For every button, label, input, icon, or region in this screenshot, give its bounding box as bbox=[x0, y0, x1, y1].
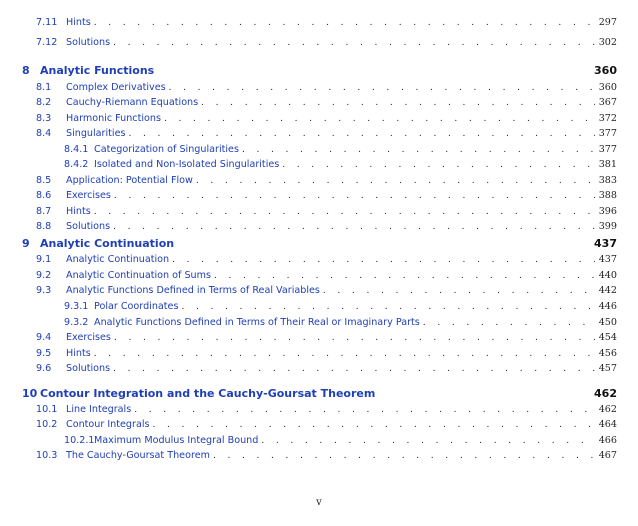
toc-entry-number: 9.3.1 bbox=[64, 301, 89, 312]
toc-entry-number: 9.3 bbox=[36, 285, 52, 296]
toc-entry-number: 9.4 bbox=[36, 332, 52, 343]
toc-entry-page: 457 bbox=[598, 363, 617, 374]
page-number-footer: v bbox=[316, 497, 322, 508]
toc-chapter-entry[interactable] bbox=[22, 237, 617, 250]
toc-entry-number: 7.12 bbox=[36, 37, 58, 48]
toc-entry-page: 464 bbox=[598, 419, 617, 430]
toc-entry-number: 8.1 bbox=[36, 82, 52, 93]
toc-dot-leader bbox=[282, 160, 594, 170]
toc-dot-leader bbox=[196, 176, 595, 186]
toc-section-entry[interactable] bbox=[36, 332, 617, 343]
toc-entry-number: 9 bbox=[22, 237, 30, 250]
toc-subsection-entry[interactable] bbox=[64, 317, 617, 328]
toc-dot-leader bbox=[113, 38, 595, 48]
toc-entry-number: 8.5 bbox=[36, 175, 52, 186]
toc-entry-page: 467 bbox=[598, 450, 617, 461]
toc-section-entry[interactable] bbox=[36, 175, 617, 186]
toc-dot-leader bbox=[169, 83, 595, 93]
toc-entry-page: 297 bbox=[598, 17, 617, 28]
toc-dot-leader bbox=[94, 207, 595, 217]
toc-entry-number: 8 bbox=[22, 64, 30, 77]
toc-dot-leader bbox=[423, 318, 595, 328]
toc-section-entry[interactable] bbox=[36, 113, 617, 124]
toc-entry-title[interactable]: Complex Derivatives bbox=[66, 82, 166, 93]
toc-entry-page: 377 bbox=[598, 128, 617, 139]
toc-entry-page: 442 bbox=[598, 285, 617, 296]
toc-section-entry[interactable] bbox=[36, 419, 617, 430]
toc-entry-number: 10.2 bbox=[36, 419, 58, 430]
toc-entry-title[interactable]: Solutions bbox=[66, 37, 111, 48]
toc-entry-number: 8.8 bbox=[36, 221, 52, 232]
toc-entry-title[interactable]: Hints bbox=[66, 348, 91, 359]
toc-entry-page: 302 bbox=[598, 37, 617, 48]
toc-dot-leader bbox=[113, 364, 595, 374]
toc-entry-page: 462 bbox=[598, 404, 617, 415]
toc-subsection-entry[interactable] bbox=[64, 435, 617, 446]
toc-entry-page: 440 bbox=[598, 270, 617, 281]
toc-entry-title[interactable]: Analytic Continuation bbox=[40, 237, 175, 250]
toc-entry-title[interactable]: Analytic Continuation bbox=[66, 254, 170, 265]
toc-dot-leader bbox=[242, 145, 595, 155]
toc-entry-page: 388 bbox=[598, 190, 617, 201]
toc-dot-leader bbox=[114, 191, 595, 201]
toc-dot-leader bbox=[114, 333, 595, 343]
toc-entry-title[interactable]: Singularities bbox=[66, 128, 126, 139]
toc-entry-title[interactable]: Analytic Continuation of Sums bbox=[66, 270, 211, 281]
toc-dot-leader bbox=[113, 222, 595, 232]
toc-dot-leader bbox=[214, 271, 595, 281]
toc-entry-number: 10.1 bbox=[36, 404, 58, 415]
toc-section-entry[interactable] bbox=[36, 17, 617, 28]
toc-entry-number: 9.3.2 bbox=[64, 317, 89, 328]
toc-entry-number: 7.11 bbox=[36, 17, 58, 28]
toc-entry-page: 446 bbox=[598, 301, 617, 312]
toc-section-entry[interactable] bbox=[36, 450, 617, 461]
toc-entry-page: 437 bbox=[598, 254, 617, 265]
toc-dot-leader bbox=[172, 255, 595, 265]
toc-subsection-entry[interactable] bbox=[64, 301, 617, 312]
toc-entry-title[interactable]: Harmonic Functions bbox=[66, 113, 161, 124]
toc-entry-title[interactable]: Analytic Functions Defined in Terms of Their Real or Imaginary Parts bbox=[94, 317, 420, 328]
toc-subsection-entry[interactable] bbox=[64, 159, 617, 170]
toc-entry-page: 377 bbox=[598, 144, 617, 155]
toc-entry-title[interactable]: Maximum Modulus Integral Bound bbox=[94, 435, 259, 446]
toc-dot-leader bbox=[213, 451, 595, 461]
toc-entry-title[interactable]: The Cauchy-Goursat Theorem bbox=[66, 450, 210, 461]
toc-section-entry[interactable] bbox=[36, 82, 617, 93]
toc-entry-title[interactable]: Contour Integration and the Cauchy-Goursat Theorem bbox=[40, 387, 376, 400]
toc-entry-page: 360 bbox=[594, 64, 617, 77]
toc-entry-page: 360 bbox=[598, 82, 617, 93]
toc-dot-leader bbox=[201, 98, 595, 108]
toc-section-entry[interactable] bbox=[36, 285, 617, 296]
toc-dot-leader bbox=[129, 129, 595, 139]
toc-entry-page: 456 bbox=[598, 348, 617, 359]
toc-entry-page: 399 bbox=[598, 221, 617, 232]
toc-entry-number: 10.2.1 bbox=[64, 435, 95, 446]
toc-entry-title[interactable]: Cauchy-Riemann Equations bbox=[66, 97, 199, 108]
toc-section-entry[interactable] bbox=[36, 128, 617, 139]
toc-section-entry[interactable] bbox=[36, 206, 617, 217]
toc-entry-title[interactable]: Solutions bbox=[66, 221, 111, 232]
toc-entry-number: 8.4 bbox=[36, 128, 52, 139]
toc-entry-page: 466 bbox=[598, 435, 617, 446]
toc-entry-title[interactable]: Categorization of Singularities bbox=[94, 144, 239, 155]
toc-entry-number: 9.5 bbox=[36, 348, 52, 359]
toc-entry-page: 454 bbox=[598, 332, 617, 343]
toc-entry-page: 462 bbox=[594, 387, 617, 400]
toc-section-entry[interactable] bbox=[36, 348, 617, 359]
toc-chapter-entry[interactable] bbox=[22, 387, 617, 400]
toc-entry-page: 372 bbox=[598, 113, 617, 124]
toc-section-entry[interactable] bbox=[36, 254, 617, 265]
toc-dot-leader bbox=[261, 436, 594, 446]
toc-entry-page: 450 bbox=[598, 317, 617, 328]
toc-entry-title[interactable]: Exercises bbox=[66, 190, 111, 201]
toc-dot-leader bbox=[94, 18, 595, 28]
toc-section-entry[interactable] bbox=[36, 270, 617, 281]
toc-entry-number: 9.2 bbox=[36, 270, 52, 281]
toc-dot-leader bbox=[323, 286, 595, 296]
toc-entry-page: 396 bbox=[598, 206, 617, 217]
toc-entry-page: 381 bbox=[598, 159, 617, 170]
toc-dot-leader bbox=[134, 405, 594, 415]
toc-section-entry[interactable] bbox=[36, 404, 617, 415]
toc-entry-page: 437 bbox=[594, 237, 617, 250]
toc-section-entry[interactable] bbox=[36, 37, 617, 48]
toc-dot-leader bbox=[153, 420, 595, 430]
toc-dot-leader bbox=[94, 349, 595, 359]
toc-entry-number: 8.4.2 bbox=[64, 159, 89, 170]
toc-entry-number: 8.7 bbox=[36, 206, 52, 217]
toc-entry-title[interactable]: Solutions bbox=[66, 363, 111, 374]
toc-chapter-entry[interactable] bbox=[22, 64, 617, 77]
toc-entry-number: 8.6 bbox=[36, 190, 52, 201]
toc-entry-number: 10.3 bbox=[36, 450, 58, 461]
toc-dot-leader bbox=[181, 302, 594, 312]
toc-section-entry[interactable] bbox=[36, 190, 617, 201]
toc-entry-number: 9.1 bbox=[36, 254, 52, 265]
toc-entry-title[interactable]: Analytic Functions bbox=[40, 64, 155, 77]
toc-dot-leader bbox=[164, 114, 595, 124]
toc-section-entry[interactable] bbox=[36, 363, 617, 374]
toc-entry-title[interactable]: Exercises bbox=[66, 332, 111, 343]
toc-entry-title[interactable]: Isolated and Non-Isolated Singularities bbox=[94, 159, 280, 170]
toc-entry-title[interactable]: Line Integrals bbox=[66, 404, 132, 415]
toc-entry-number: 10 bbox=[22, 387, 38, 400]
toc-entry-number: 8.3 bbox=[36, 113, 52, 124]
toc-entry-title[interactable]: Hints bbox=[66, 17, 91, 28]
toc-subsection-entry[interactable] bbox=[64, 144, 617, 155]
toc-entry-page: 367 bbox=[598, 97, 617, 108]
toc-entry-title[interactable]: Analytic Functions Defined in Terms of Real Variables bbox=[66, 285, 320, 296]
toc-entry-title[interactable]: Contour Integrals bbox=[66, 419, 150, 430]
toc-entry-title[interactable]: Hints bbox=[66, 206, 91, 217]
toc-entry-number: 8.4.1 bbox=[64, 144, 89, 155]
toc-entry-title[interactable]: Polar Coordinates bbox=[94, 301, 179, 312]
toc-entry-number: 9.6 bbox=[36, 363, 52, 374]
toc-section-entry[interactable] bbox=[36, 221, 617, 232]
toc-entry-number: 8.2 bbox=[36, 97, 52, 108]
toc-section-entry[interactable] bbox=[36, 97, 617, 108]
toc-entry-page: 383 bbox=[598, 175, 617, 186]
toc-entry-title[interactable]: Application: Potential Flow bbox=[66, 175, 193, 186]
